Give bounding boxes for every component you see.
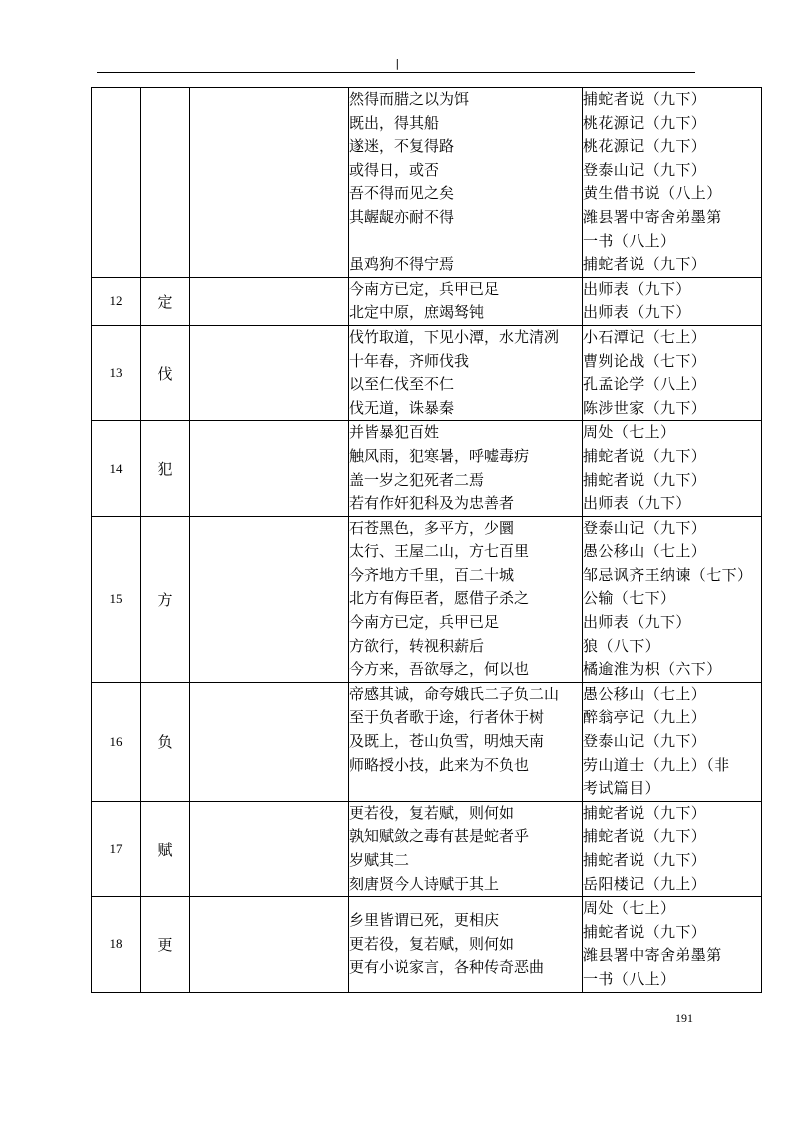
sentence-line: 今南方已定，兵甲已足 — [349, 613, 500, 632]
source-line: 周处（七上） — [583, 423, 676, 442]
source-line: 一书（八上） — [583, 969, 676, 988]
sentence-line: 太行、王屋二山，方七百里 — [349, 542, 530, 561]
source-line: 桃花源记（九下） — [583, 137, 707, 156]
entry-number: 14 — [92, 421, 141, 516]
sentence-line: 然得而腊之以为饵 — [349, 90, 470, 108]
sentence-line: 并皆暴犯百姓 — [349, 423, 440, 442]
source-line: 捕蛇者说（九下） — [583, 90, 707, 108]
table-row — [92, 277, 762, 325]
entry-number: 12 — [92, 277, 141, 325]
example-sentences — [349, 421, 583, 516]
table-body — [92, 88, 762, 993]
source-line: 登泰山记（九下） — [583, 518, 707, 537]
source-titles — [583, 421, 762, 516]
source-line: 登泰山记（九下） — [583, 160, 707, 179]
source-titles — [583, 88, 762, 278]
source-line: 曹刿论战（七下） — [583, 351, 707, 370]
source-line: 捕蛇者说（九下） — [583, 470, 707, 489]
sentence-line: 触风雨，犯寒暑，呼嘘毒疠 — [349, 446, 530, 465]
sentence-line: 今方来，吾欲辱之，何以也 — [349, 660, 530, 679]
table-row — [92, 325, 762, 420]
entry-word: 更 — [141, 897, 190, 992]
sentence-line: 更若役，复若赋，则何如 — [349, 934, 515, 953]
source-line: 狼（八下） — [583, 636, 661, 655]
sentence-line: 既出，得其船 — [349, 113, 440, 132]
source-titles — [583, 897, 762, 992]
entry-word: 犯 — [141, 421, 190, 516]
entry-word: 赋 — [141, 801, 190, 896]
entry-word — [141, 88, 190, 278]
example-sentences — [349, 88, 583, 278]
example-sentences — [349, 801, 583, 896]
sentence-line: 盖一岁之犯死者二焉 — [349, 470, 485, 489]
source-line: 醉翁亭记（九上） — [583, 708, 707, 727]
entry-number: 17 — [92, 801, 141, 896]
sentence-line: 若有作奸犯科及为忠善者 — [349, 494, 515, 513]
vocabulary-table — [91, 87, 762, 993]
sentence-line: 更有小说家言，各种传奇恶曲 — [349, 958, 545, 977]
header-mark: | — [394, 57, 401, 70]
source-line: 出师表（九下） — [583, 494, 691, 513]
blank-cell — [190, 682, 349, 801]
entry-number: 16 — [92, 682, 141, 801]
source-line: 孔孟论学（八上） — [583, 375, 707, 394]
example-sentences — [349, 897, 583, 992]
sentence-line — [349, 230, 582, 254]
blank-cell — [190, 421, 349, 516]
entry-number — [92, 88, 141, 278]
table-row — [92, 421, 762, 516]
source-line: 捕蛇者说（九下） — [583, 922, 707, 941]
source-line: 出师表（九下） — [583, 303, 691, 322]
sentence-line: 刻唐贤今人诗赋于其上 — [349, 874, 500, 893]
sentence-line: 师略授小技，此来为不负也 — [349, 755, 530, 774]
source-line: 愚公移山（七上） — [583, 684, 707, 703]
sentence-line: 更若役，复若赋，则何如 — [349, 803, 515, 822]
example-sentences — [349, 277, 583, 325]
example-sentences — [349, 325, 583, 420]
source-titles — [583, 325, 762, 420]
source-line: 潍县署中寄舍弟墨第 — [583, 207, 722, 226]
source-line: 劳山道士（九上）（非 — [583, 755, 730, 774]
entry-number: 13 — [92, 325, 141, 420]
page-number: 191 — [675, 1011, 693, 1025]
sentence-line: 孰知赋敛之毒有甚是蛇者乎 — [349, 827, 530, 846]
sentence-line: 十年春，齐师伐我 — [349, 351, 470, 370]
blank-cell — [190, 325, 349, 420]
sentence-line: 或得日，或否 — [349, 160, 440, 179]
sentence-line: 遂迷，不复得路 — [349, 137, 455, 156]
source-line: 捕蛇者说（九下） — [583, 255, 707, 274]
sentence-line: 北定中原，庶竭驽钝 — [349, 303, 485, 322]
sentence-line: 至于负者歌于途，行者休于树 — [349, 708, 545, 727]
blank-cell — [190, 88, 349, 278]
source-line: 小石潭记（七上） — [583, 327, 707, 346]
source-line: 出师表（九下） — [583, 279, 691, 298]
blank-cell — [190, 516, 349, 682]
source-line: 考试篇目） — [583, 779, 661, 798]
source-line: 捕蛇者说（九下） — [583, 851, 707, 869]
source-line: 邹忌讽齐王纳谏（七下） — [583, 565, 753, 584]
source-line: 桃花源记（九下） — [583, 113, 707, 132]
sentence-line: 乡里皆谓已死，更相庆 — [349, 910, 500, 929]
source-line: 橘逾淮为枳（六下） — [583, 660, 722, 679]
source-titles — [583, 682, 762, 801]
source-line: 捕蛇者说（九下） — [583, 803, 707, 822]
blank-cell — [190, 801, 349, 896]
sentence-line: 伐竹取道，下见小潭，水尤清冽 — [349, 327, 560, 346]
source-titles — [583, 516, 762, 682]
source-line: 陈涉世家（九下） — [583, 398, 707, 417]
sentence-line: 以至仁伐至不仁 — [349, 375, 455, 394]
entry-word: 方 — [141, 516, 190, 682]
sentence-line: 帝感其诚，命夸娥氏二子负二山 — [349, 684, 560, 703]
entry-word: 负 — [141, 682, 190, 801]
source-line: 一书（八上） — [583, 231, 676, 250]
sentence-line: 虽鸡狗不得宁焉 — [349, 255, 455, 274]
entry-word: 伐 — [141, 325, 190, 420]
table-row — [92, 897, 762, 992]
entry-word: 定 — [141, 277, 190, 325]
source-line: 周处（七上） — [583, 899, 676, 918]
example-sentences — [349, 516, 583, 682]
table-row — [92, 682, 762, 801]
source-titles — [583, 277, 762, 325]
source-line: 黄生借书说（八上） — [583, 184, 722, 203]
sentence-line: 方欲行，转视积薪后 — [349, 636, 485, 655]
sentence-line: 及既上，苍山负雪，明烛天南 — [349, 732, 545, 751]
sentence-line — [349, 777, 582, 801]
table-row — [92, 88, 762, 278]
entry-number: 15 — [92, 516, 141, 682]
source-line: 岳阳楼记（九上） — [583, 874, 707, 893]
sentence-line: 伐无道，诛暴秦 — [349, 398, 455, 417]
source-line: 公输（七下） — [583, 589, 676, 608]
source-line: 潍县署中寄舍弟墨第 — [583, 946, 722, 965]
entry-number: 18 — [92, 897, 141, 992]
source-line: 捕蛇者说（九下） — [583, 827, 707, 846]
source-line: 登泰山记（九下） — [583, 732, 707, 751]
table-row — [92, 801, 762, 896]
source-titles — [583, 801, 762, 896]
sentence-line: 岁赋其二 — [349, 851, 410, 869]
sentence-line: 今齐地方千里，百二十城 — [349, 565, 515, 584]
sentence-line: 石苍黑色，多平方，少圜 — [349, 518, 515, 537]
blank-cell — [190, 277, 349, 325]
source-line: 愚公移山（七上） — [583, 542, 707, 561]
source-line: 出师表（九下） — [583, 613, 691, 632]
blank-cell — [190, 897, 349, 992]
header-rule — [97, 72, 695, 73]
sentence-line: 今南方已定，兵甲已足 — [349, 279, 500, 298]
sentence-line: 北方有侮臣者，愿借子杀之 — [349, 589, 530, 608]
sentence-line: 吾不得而见之矣 — [349, 184, 455, 203]
table-row — [92, 516, 762, 682]
example-sentences — [349, 682, 583, 801]
source-line: 捕蛇者说（九下） — [583, 446, 707, 465]
sentence-line: 其龌龊亦耐不得 — [349, 207, 455, 226]
